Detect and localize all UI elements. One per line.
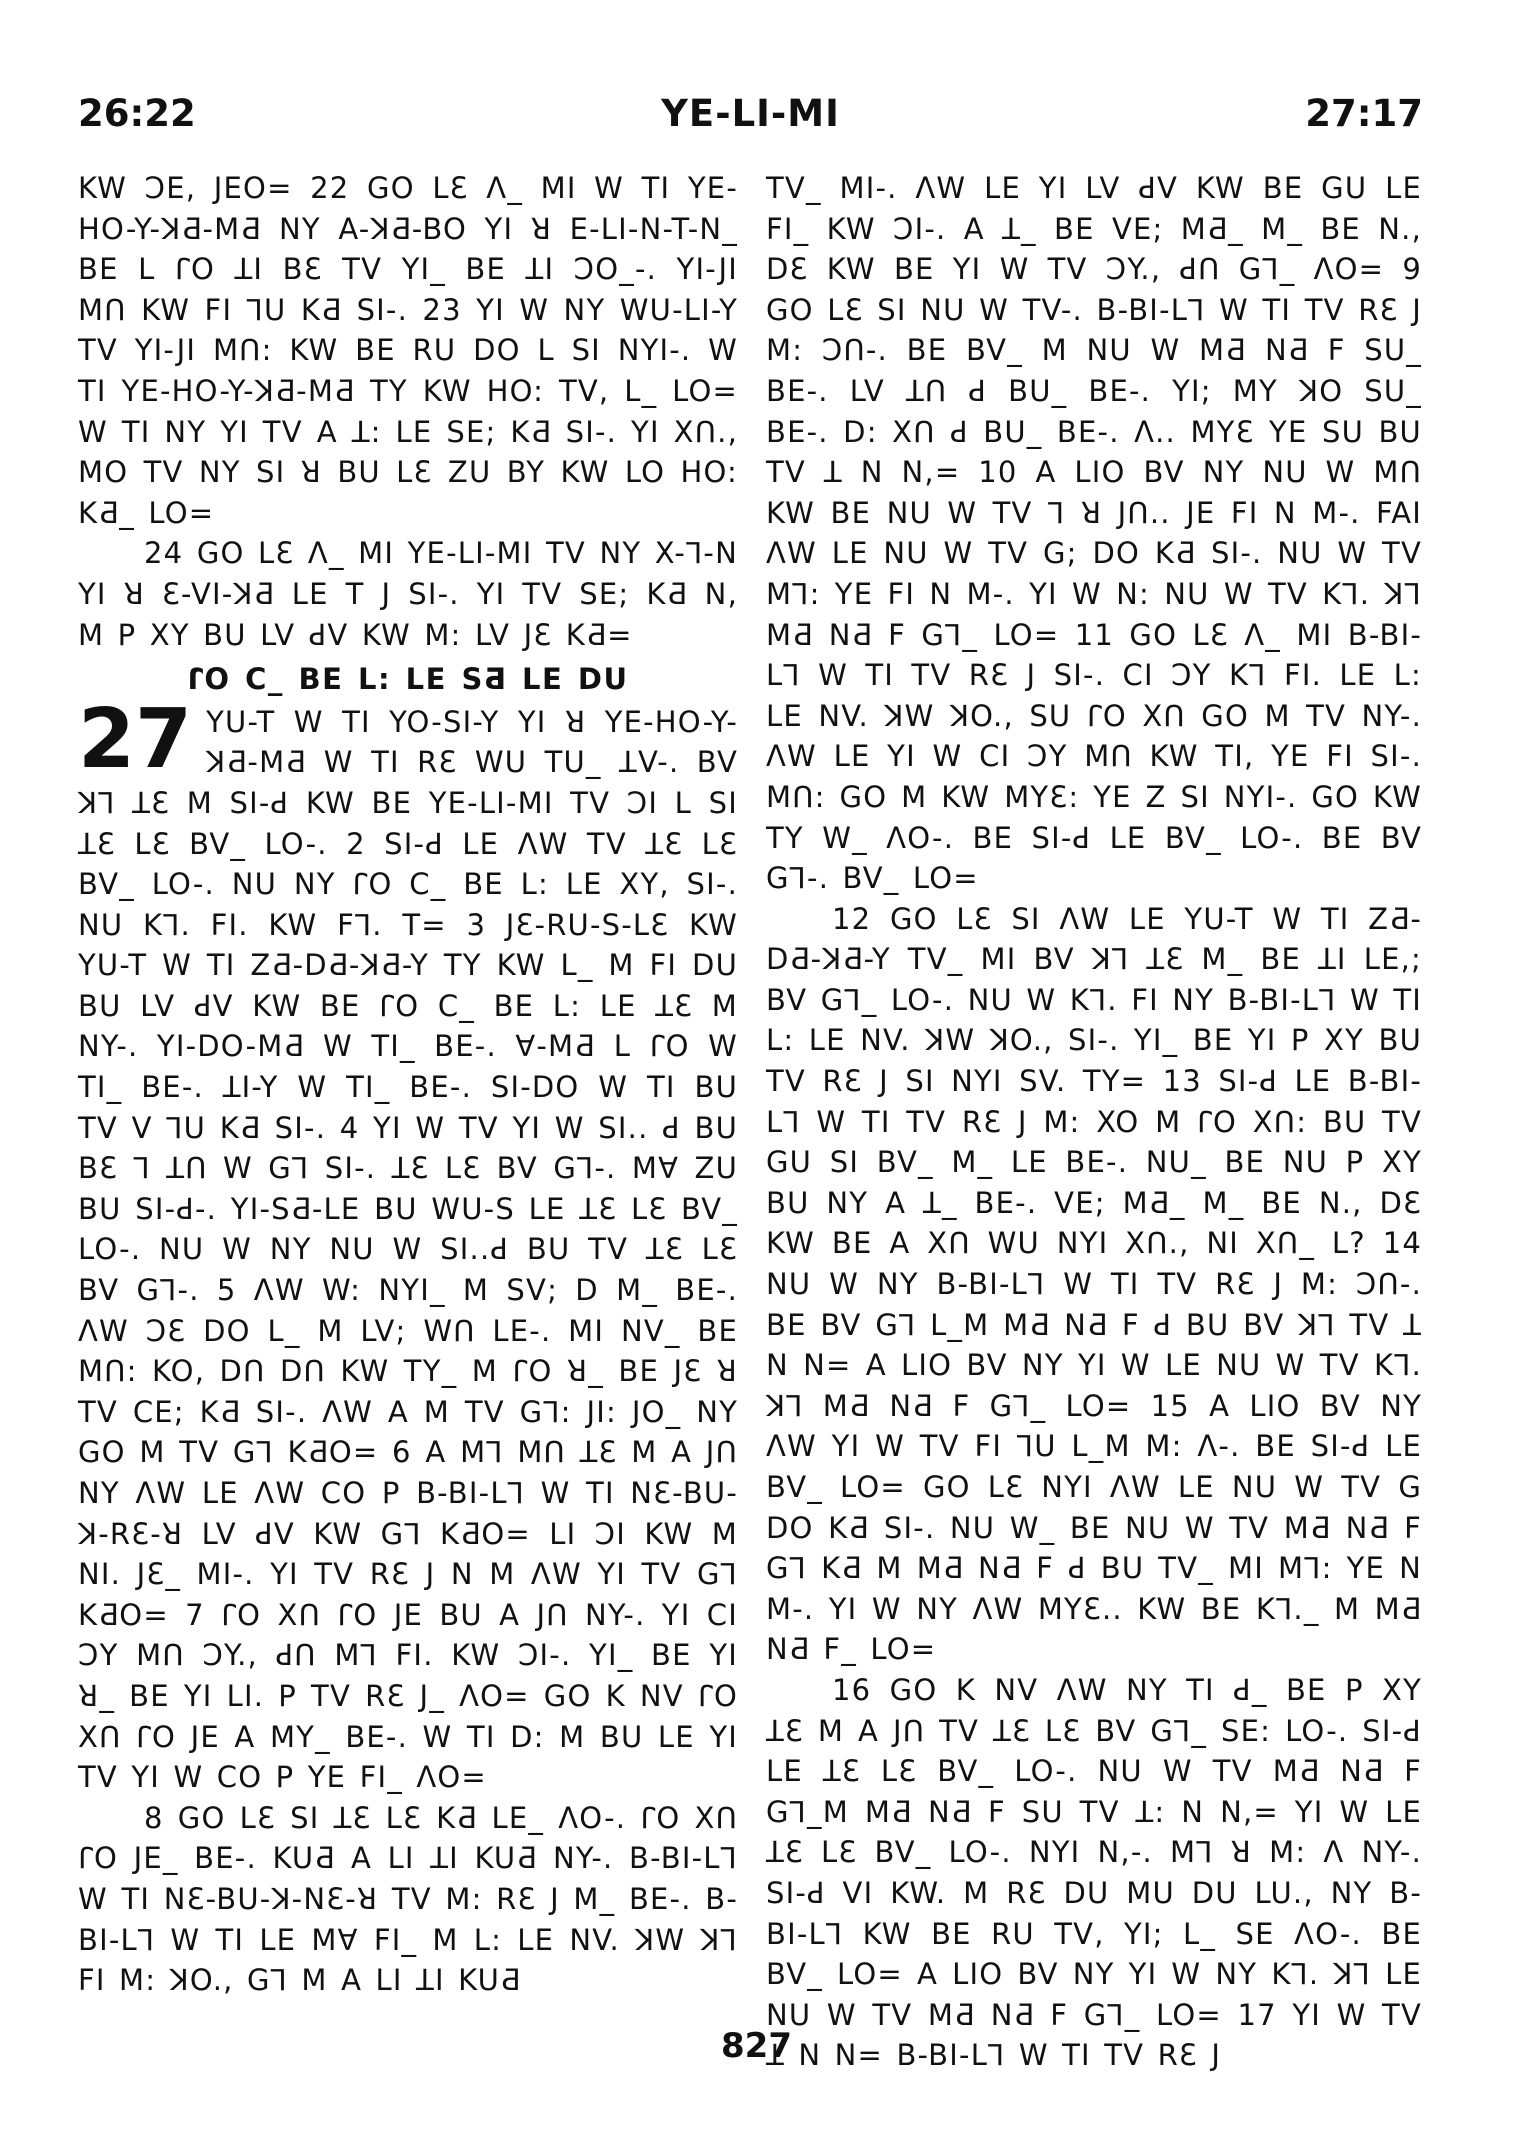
chapter-paragraph (78, 691, 738, 1798)
paragraph: 16 GO K NV ΛW NY TI ꓒ_ BE P XY ꓕƐ M A Jꓵ TV ꓕƐ LƐ BV Gꓶ_ SE: LO-. SI-ꓒ LE ꓕƐ LƐ BV_ LO-. NU W TV MƋ NƋ F Gꓶ_M MƋ NƋ F SU TV ꓕ: N N,= YI W LE ꓕƐ LƐ BV_ LO-. NYI N,-. Mꓶ ꓤ M: Λ NY-. SI-ꓒ VI KW. M RƐ DU MU DU LU., NY B-BI-Lꓶ KW BE RU TV, YI; L_ SE ΛO-. BE BV_ LO= A LIO BV NY YI W NY Kꓶ. ꓘꓶ LE NU W TV MƋ NƋ F Gꓶ_ LO= 17 YI W TV ꓕ N N= B-BI-Lꓶ W TI TV RƐ J (766, 1672, 1422, 2073)
chapter-verse-start: 26:22 (78, 92, 196, 135)
page-number: 827 (721, 2026, 792, 2066)
paragraph: TV_ MI-. ΛW LE YI LV ꓒV KW BE GU LE FI_ KW ƆI-. A ꓕ_ BE VE; MƋ_ M_ BE N., DƐ KW BE YI W TV ƆY., ꓒꓵ Gꓶ_ ΛO= 9 GO LƐ SI NU W TV-. B-BI-Lꓶ W TI TV RƐ J M: Ɔꓵ-. BE BV_ M NU W MƋ NƋ F SU_ BE-. LV ꓕꓵ ꓒ BU_ BE-. YI; MY ꓘO SU_ BE-. D: Xꓵ ꓒ BU_ BE-. Λ.. MYƐ YE SU BU TV ꓕ N N,= 10 A LIO BV NY NU W Mꓵ KW BE NU W TV ꓶ ꓤ Jꓵ.. JE FI N M-. FAI ΛW LE NU W TV G; DO KƋ SI-. NU W TV Mꓶ: YE FI N M-. YI W N: NU W TV Kꓶ. ꓘꓶ MƋ NƋ F Gꓶ_ LO= 11 GO LƐ Λ_ MI B-BI-Lꓶ W TI TV RƐ J SI-. CI ƆY Kꓶ FI. LE L: LE NV. ꓘW ꓘO., SU ꓩO Xꓵ GO M TV NY-. ΛW LE YI W CI ƆY Mꓵ KW TI, YE FI SI-. Mꓵ: GO M KW MYƐ: YE Z SI NYI-. GO KW TY W_ ΛO-. BE SI-ꓒ LE BV_ LO-. BE BV Gꓶ-. BV_ LO= (766, 171, 1422, 896)
chapter-verse-end: 27:17 (1305, 92, 1423, 135)
paragraph: 12 GO LƐ SI ΛW LE YU-T W TI ZƋ-DƋ-ꓘƋ-Y TV_ MI BV ꓘꓶ ꓕƐ M_ BE ꓕI LE,; BV Gꓶ_ LO-. NU W Kꓶ. FI NY B-BI-Lꓶ W TI L: LE NV. ꓘW ꓘO., SI-. YI_ BE YI P XY BU TV RƐ J SI NYI SV. TY= 13 SI-ꓒ LE B-BI-Lꓶ W TI TV RƐ J M: XO M ꓩO Xꓵ: BU TV GU SI BV_ M_ LE BE-. NU_ BE NU P XY BU NY A ꓕ_ BE-. VE; MƋ_ M_ BE N., DƐ KW BE A Xꓵ WU NYI Xꓵ., NI Xꓵ_ L? 14 NU W NY B-BI-Lꓶ W TI TV RƐ J M: Ɔꓵ-. BE BV Gꓶ L_M MƋ NƋ F ꓒ BU BV ꓘꓶ TV ꓕ N N= A LIO BV NY YI W LE NU W TV Kꓶ. ꓘꓶ MƋ NƋ F Gꓶ_ LO= 15 A LIO BV NY ΛW YI W TV FI ꓶU L_M M: Λ-. BE SI-ꓒ LE BV_ LO= GO LƐ NYI ΛW LE NU W TV G DO KƋ SI-. NU W_ BE NU W TV MƋ NƋ F Gꓶ KƋ M MƋ NƋ F ꓒ BU TV_ MI Mꓶ: YE N M-. YI W NY ΛW MYƐ.. KW BE Kꓶ._ M MƋ NƋ F_ LO= (766, 901, 1422, 1667)
paragraph: 24 GO LƐ Λ_ MI YE-LI-MI TV NY X-ꓶ-N YI ꓤ Ɛ-VI-ꓘƋ LE T J SI-. YI TV SE; KƋ N, M P XY BU LV ꓒV KW M: LV JƐ KƋ= (78, 536, 738, 652)
paragraph: KW ƆE, JEO= 22 GO LƐ Λ_ MI W TI YE-HO-Y-ꓘƋ-MƋ NY A-ꓘƋ-BO YI ꓤ E-LI-N-T-N_ BE L ꓩO ꓕI BƐ TV YI_ BE ꓕI ƆO_-. YI-JI Mꓵ KW FI ꓶU KƋ SI-. 23 YI W NY WU-LI-Y TV YI-JI Mꓵ: KW BE RU DO L SI NYI-. W TI YE-HO-Y-ꓘƋ-MƋ TY KW HO: TV, L_ LO= W TI NY YI TV A ꓕ: LE SE; KƋ SI-. YI Xꓵ., MO TV NY SI ꓤ BU LƐ ZU BY KW LO HO: KƋ_ LO= (78, 171, 738, 530)
right-column (766, 168, 1422, 2076)
book-title: YE-LI-MI (661, 92, 840, 135)
left-column (78, 168, 738, 2001)
chapter-number: 27 (78, 691, 193, 787)
paragraph-text: YU-T W TI YO-SI-Y YI ꓤ YE-HO-Y-ꓘƋ-MƋ W TI RƐ WU TU_ ꓕV-. BV ꓘꓶ ꓕƐ M SI-ꓒ KW BE YE-LI-MI TV ƆI L SI ꓕƐ LƐ BV_ LO-. 2 SI-ꓒ LE ΛW TV ꓕƐ LƐ BV_ LO-. NU NY ꓩO C_ BE L: LE XY, SI-. NU Kꓶ. FI. KW Fꓶ. T= 3 JƐ-RU-S-LƐ KW YU-T W TI ZƋ-DƋ-ꓘƋ-Y TY KW L_ M FI DU BU LV ꓒV KW BE ꓩO C_ BE L: LE ꓕƐ M NY-. YI-DO-MƋ W TI_ BE-. ∀-MƋ L ꓩO W TI_ BE-. ꓕI-Y W TI_ BE-. SI-DO W TI BU TV V ꓶU KƋ SI-. 4 YI W TV YI W SI.. ꓒ BU BƐ ꓶ ꓕꓵ W Gꓶ SI-. ꓕƐ LƐ BV Gꓶ-. M∀ ZU BU SI-ꓒ-. YI-SƋ-LE BU WU-S LE ꓕƐ LƐ BV_ LO-. NU W NY NU W SI..ꓒ BU TV ꓕƐ LƐ BV Gꓶ-. 5 ΛW W: NYI_ M SV; D M_ BE-. ΛW ƆƐ DO L_ M LV; Wꓵ LE-. MI NV_ BE Mꓵ: KO, Dꓵ Dꓵ KW TY_ M ꓩO ꓤ_ BE JƐ ꓤ TV CE; KƋ SI-. ΛW A M TV Gꓶ: JI: JO_ NY GO M TV Gꓶ KƋO= 6 A Mꓶ Mꓵ ꓕƐ M A Jꓵ NY ΛW LE ΛW CO P B-BI-Lꓶ W TI NƐ-BU-ꓘ-RƐ-ꓤ LV ꓒV KW Gꓶ KƋO= LI ƆI KW M NI. JƐ_ MI-. YI TV RƐ J N M ΛW YI TV Gꓶ KƋO= 7 ꓩO Xꓵ ꓩO JE BU A Jꓵ NY-. YI CI ƆY Mꓵ ƆY., ꓒꓵ Mꓶ FI. KW ƆI-. YI_ BE YI ꓤ_ BE YI LI. P TV RƐ J_ ΛO= GO K NV ꓩO Xꓵ ꓩO JE A MY_ BE-. W TI D: M BU LE YI TV YI W CO P YE FI_ ΛO= (78, 704, 738, 1795)
running-head (78, 92, 1423, 142)
section-heading: ꓩO C_ BE L: LE SƋ LE DU (187, 662, 629, 697)
paragraph: 8 GO LƐ SI ꓕƐ LƐ KƋ LE_ ΛO-. ꓩO Xꓵ ꓩO JE_ BE-. KUƋ A LI ꓕI KUƋ NY-. B-BI-Lꓶ W TI NƐ-BU-ꓘ-NƐ-ꓤ TV M: RƐ J M_ BE-. B-BI-Lꓶ W TI LE M∀ FI_ M L: LE NV. ꓘW ꓘꓶ FI M: ꓘO., Gꓶ M A LI ꓕI KUƋ (78, 1800, 738, 1998)
